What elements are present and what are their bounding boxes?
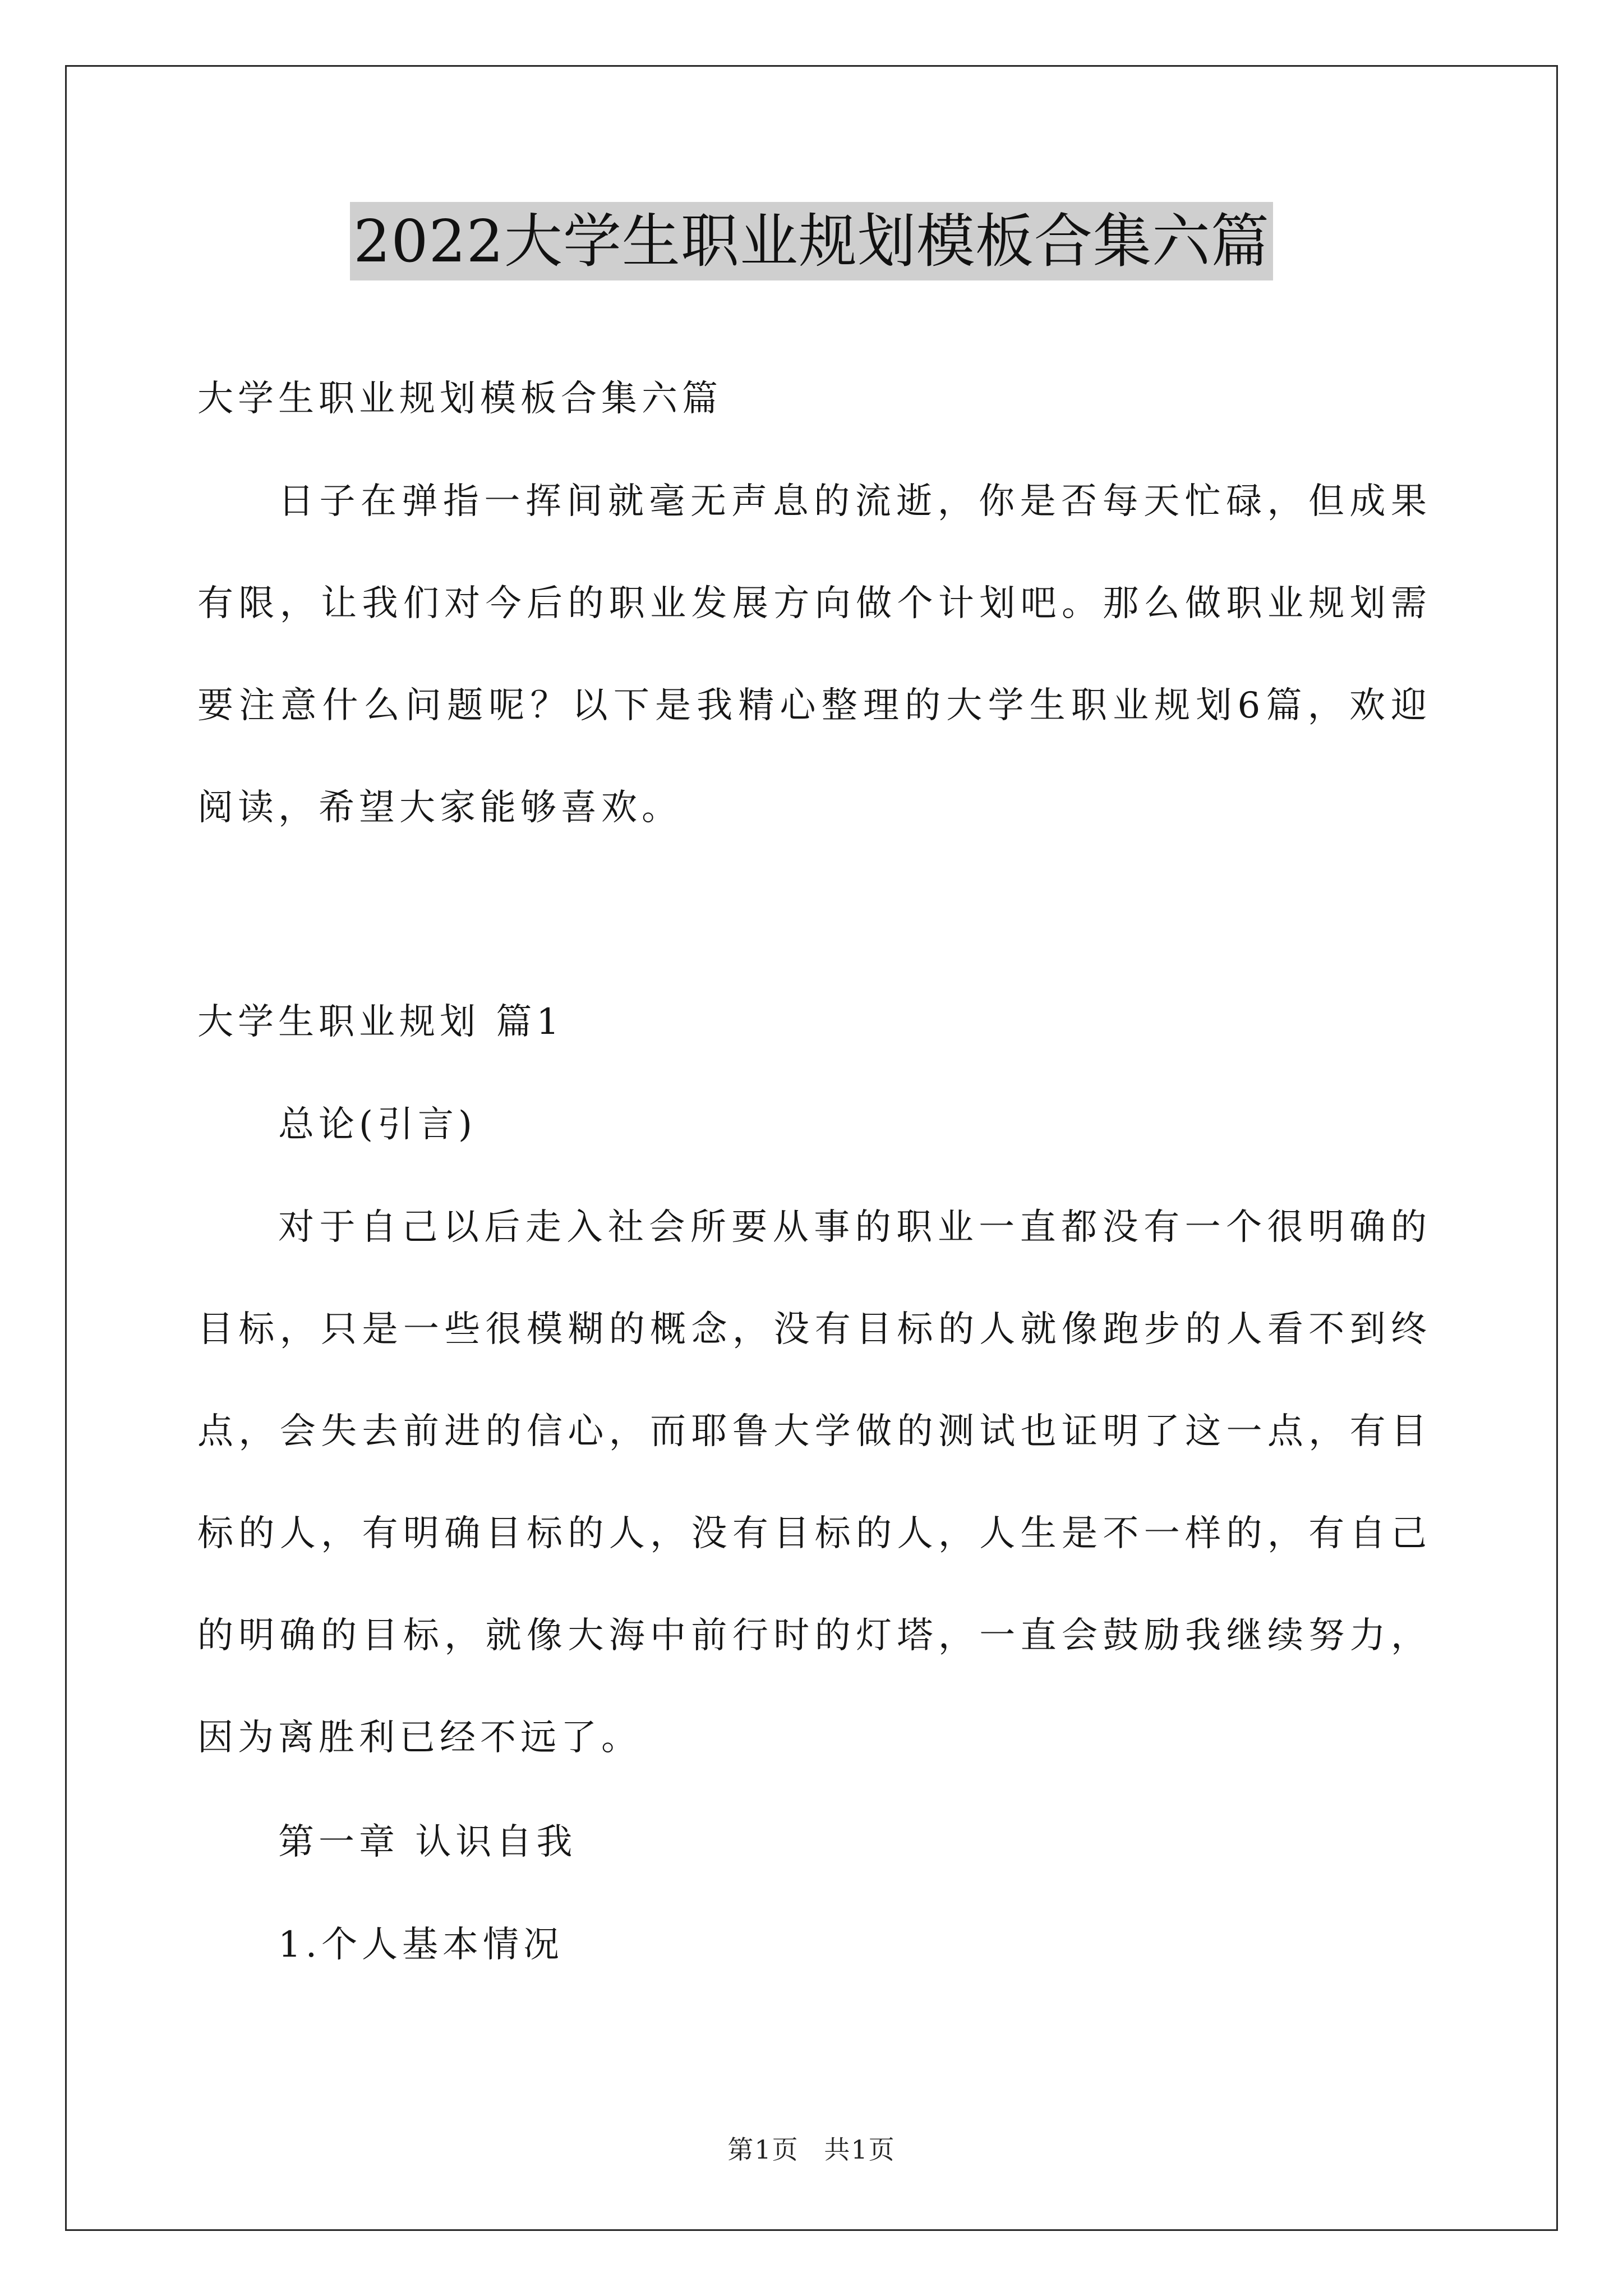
- document-title: 2022大学生职业规划模板合集六篇: [350, 202, 1273, 280]
- page-number-total: 共1页: [824, 2134, 896, 2165]
- item-heading: 1.个人基本情况: [278, 1924, 564, 1966]
- title-container: [0, 202, 1623, 280]
- page-number-current: 第1页: [727, 2134, 799, 2165]
- document-subtitle: 大学生职业规划模板合集六篇: [197, 378, 722, 420]
- chapter-heading: 第一章 认识自我: [278, 1821, 577, 1863]
- page-footer: [0, 2129, 1623, 2166]
- sub-heading: 总论(引言): [278, 1104, 477, 1145]
- intro-paragraph: 日子在弹指一挥间就毫无声息的流逝，你是否每天忙碌，但成果有限，让我们对今后的职业发展方向做个计划吧。那么做职业规划需要注意什么问题呢？以下是我精心整理的大学生职业规划6篇，欢迎阅读，希望大家能够喜欢。: [197, 481, 1431, 829]
- section-heading: 大学生职业规划 篇1: [197, 1001, 564, 1043]
- body-paragraph: 对于自己以后走入社会所要从事的职业一直都没有一个很明确的目标，只是一些很模糊的概念，没有目标的人就像跑步的人看不到终点，会失去前进的信心，而耶鲁大学做的测试也证明了这一点，有目标的人，有明确目标的人，没有目标的人，人生是不一样的，有自己的明确的目标，就像大海中前行时的灯塔，一直会鼓励我继续努力，因为离胜利已经不远了。: [197, 1207, 1431, 1759]
